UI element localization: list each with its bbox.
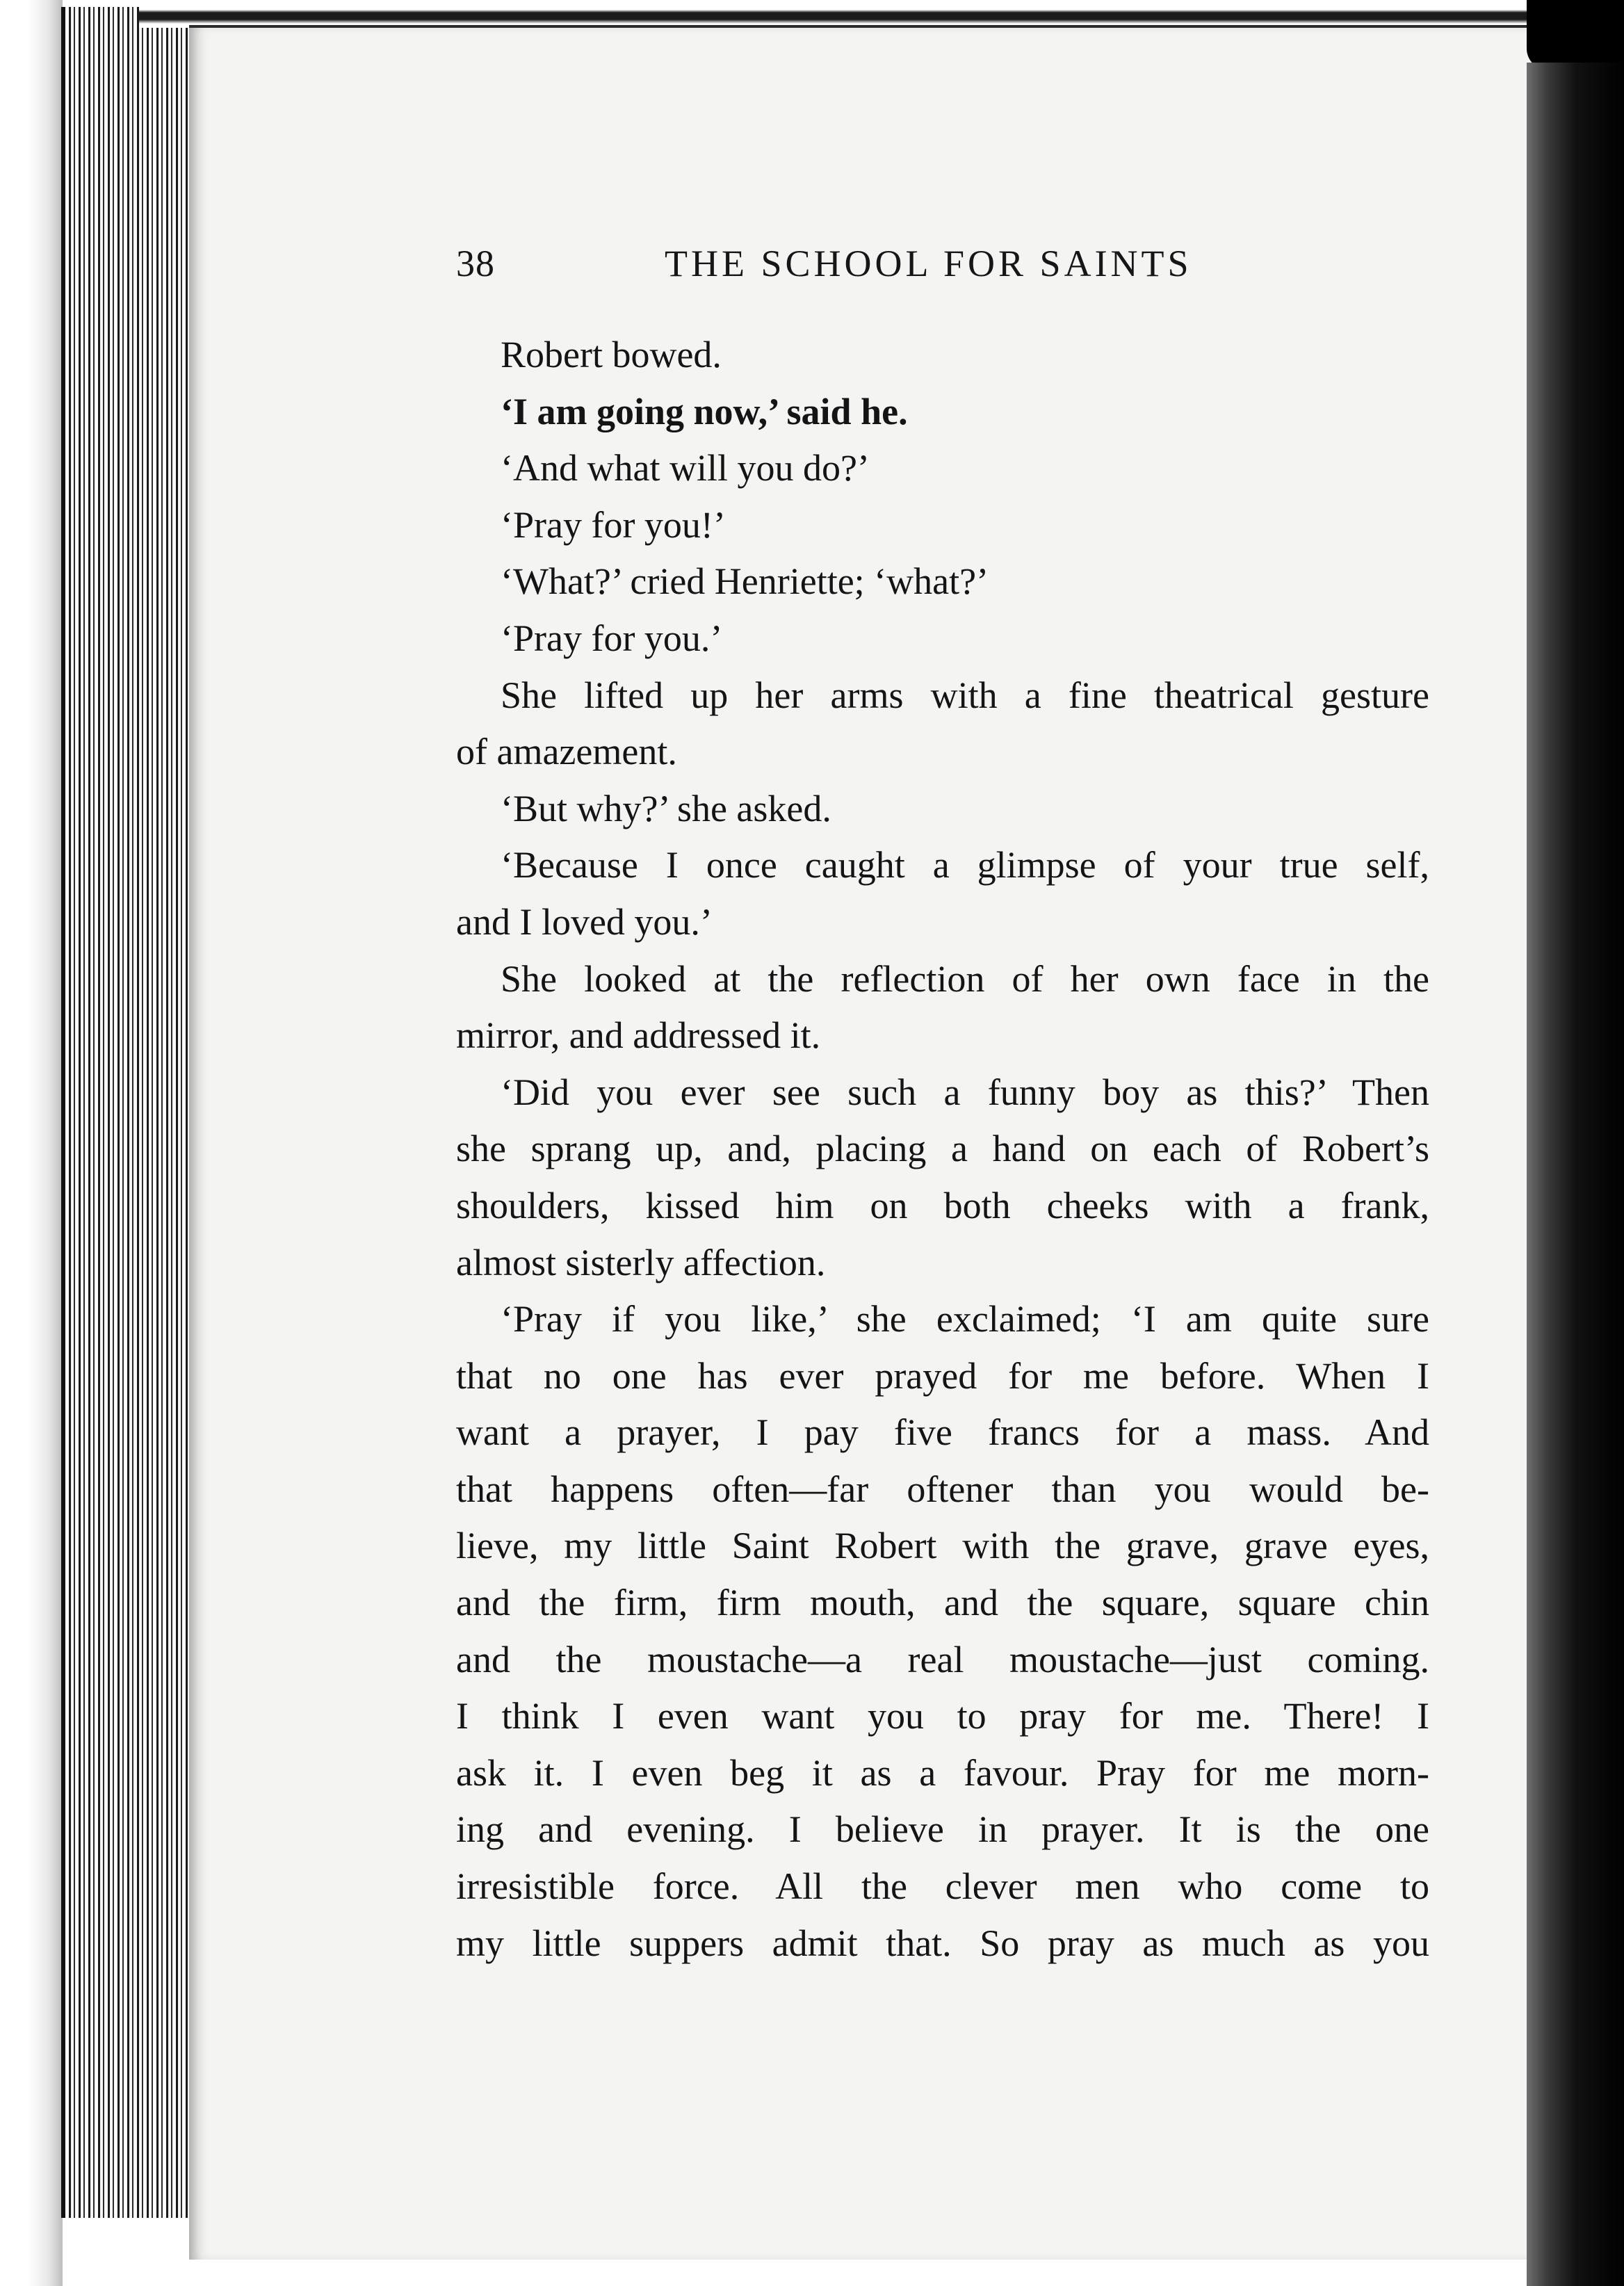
book-title: THE SCHOOL FOR SAINTS bbox=[665, 243, 1192, 284]
text-line: She looked at the reflection of her own face in the bbox=[501, 957, 1429, 1000]
text-line: ‘Pray for you.’ bbox=[501, 617, 723, 659]
scan-margin bbox=[0, 0, 63, 2286]
text-line: irresistible force. All the clever men who come to bbox=[456, 1865, 1429, 1908]
page-number: 38 bbox=[456, 243, 495, 284]
text-line: and the moustache—a real moustache—just coming. bbox=[456, 1638, 1429, 1680]
text-line: mirror, and addressed it. bbox=[456, 1014, 821, 1057]
text-line: almost sisterly affection. bbox=[456, 1241, 826, 1283]
text-line: ‘Pray for you!’ bbox=[501, 503, 726, 546]
text-line: ‘What?’ cried Henriette; ‘what?’ bbox=[501, 560, 989, 603]
text-line: she sprang up, and, placing a hand on each of Robert’s bbox=[456, 1128, 1429, 1170]
text-line: ‘And what will you do?’ bbox=[501, 447, 870, 489]
text-line: ‘Pray if you like,’ she exclaimed; ‘I am quite sure bbox=[501, 1298, 1429, 1340]
text-line: I think I even want you to pray for me. There! I bbox=[456, 1695, 1429, 1737]
text-line: ask it. I even beg it as a favour. Pray for me morn- bbox=[456, 1751, 1429, 1794]
text-line: ‘Did you ever see such a funny boy as this?’ Then bbox=[501, 1071, 1429, 1113]
stacked-page-edges bbox=[61, 7, 204, 2218]
text-line: of amazement. bbox=[456, 731, 677, 773]
body-text bbox=[456, 327, 1429, 1972]
text-line: want a prayer, I pay five francs for a mass. And bbox=[456, 1411, 1429, 1454]
text-line: ‘But why?’ she asked. bbox=[501, 787, 831, 829]
running-head bbox=[456, 242, 1429, 298]
text-line: and I loved you.’ bbox=[456, 900, 713, 943]
book-binding-shadow bbox=[1527, 63, 1624, 2286]
text-line: and the firm, firm mouth, and the square, square chin bbox=[456, 1582, 1429, 1624]
text-line: ‘I am going now,’ said he. bbox=[501, 390, 908, 432]
text-line: Robert bowed. bbox=[501, 334, 722, 375]
text-line: my little suppers admit that. So pray as much as you bbox=[456, 1922, 1429, 1964]
text-line: She lifted up her arms with a fine theatrical gesture bbox=[501, 674, 1429, 716]
text-line: ‘Because I once caught a glimpse of your true self, bbox=[501, 844, 1429, 886]
text-line: ing and evening. I believe in prayer. It is the one bbox=[456, 1808, 1429, 1851]
text-line: shoulders, kissed him on both cheeks with a frank, bbox=[456, 1184, 1429, 1226]
book-top-edge bbox=[139, 0, 1527, 28]
text-line: that happens often—far oftener than you would be- bbox=[456, 1468, 1429, 1510]
text-line: lieve, my little Saint Robert with the grave, grave eyes, bbox=[456, 1525, 1429, 1567]
text-line: that no one has ever prayed for me before. When I bbox=[456, 1354, 1429, 1397]
binding-corner bbox=[1527, 0, 1624, 70]
